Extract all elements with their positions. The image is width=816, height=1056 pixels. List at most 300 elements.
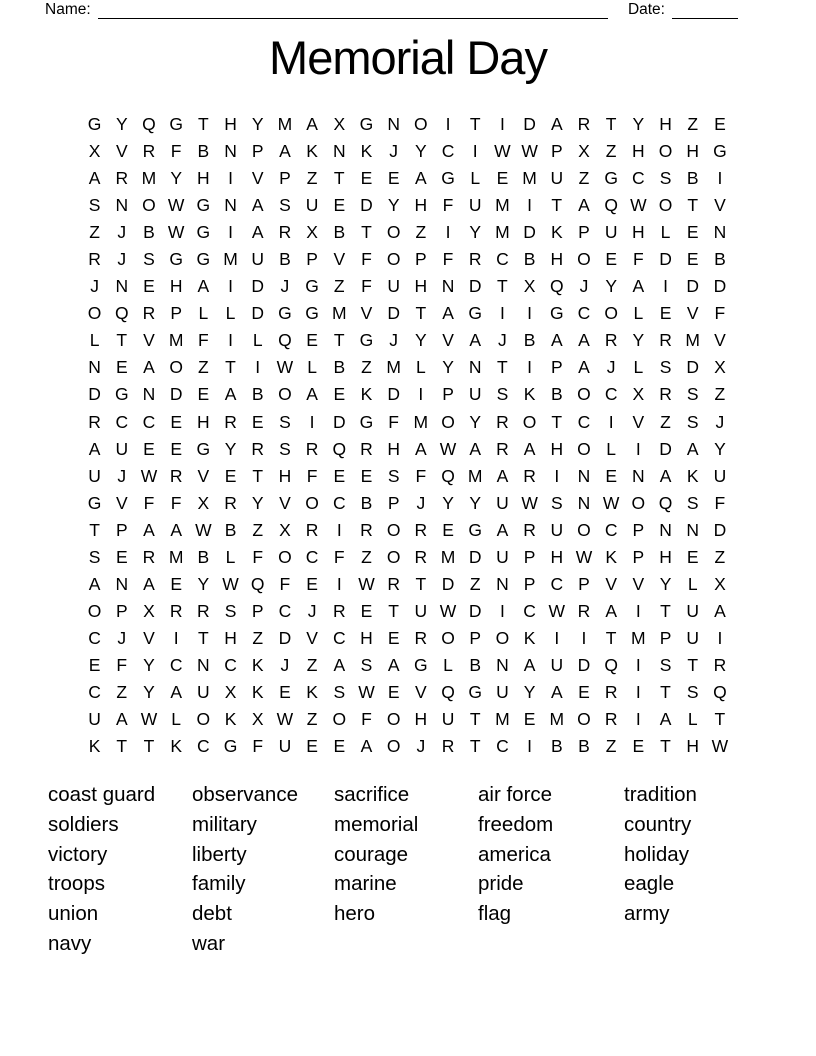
word-bank-item: courage: [334, 842, 409, 866]
grid-letter: W: [276, 709, 294, 730]
grid-letter: U: [496, 546, 509, 567]
grid-letter: K: [523, 627, 536, 648]
grid-letter: R: [115, 168, 129, 189]
grid-letter: N: [224, 141, 237, 162]
grid-letter: D: [523, 114, 536, 135]
grid-letter: B: [143, 222, 155, 243]
word-bank-item: air force: [478, 783, 553, 806]
grid-letter: X: [578, 141, 590, 162]
grid-letter: A: [415, 438, 427, 459]
grid-letter: Z: [687, 114, 699, 135]
grid-letter: N: [632, 465, 645, 486]
grid-letter: S: [224, 600, 237, 621]
grid-letter: C: [550, 573, 564, 594]
grid-letter: J: [307, 600, 317, 621]
grid-letter: N: [441, 276, 455, 297]
grid-letter: G: [359, 114, 374, 135]
grid-letter: D: [468, 276, 482, 297]
grid-letter: C: [604, 384, 618, 405]
grid-letter: E: [632, 736, 645, 757]
grid-letter: B: [197, 546, 210, 567]
grid-letter: A: [496, 465, 509, 486]
grid-letter: A: [170, 519, 182, 540]
grid-letter: K: [251, 682, 264, 702]
grid-letter: J: [280, 276, 290, 297]
grid-letter: F: [632, 249, 644, 270]
grid-letter: E: [659, 303, 672, 324]
grid-letter: L: [443, 654, 453, 675]
grid-letter: E: [360, 168, 373, 189]
grid-letter: M: [223, 249, 238, 270]
date-blank-line: [672, 1, 738, 19]
grid-letter: G: [169, 114, 183, 135]
grid-letter: X: [88, 141, 101, 162]
grid-letter: T: [415, 573, 427, 594]
grid-letter: X: [224, 682, 237, 702]
grid-letter: A: [578, 357, 590, 378]
grid-letter: X: [279, 519, 291, 540]
grid-letter: A: [170, 682, 182, 702]
grid-letter: C: [632, 168, 645, 189]
grid-letter: Y: [115, 114, 128, 135]
grid-letter: Z: [469, 573, 481, 594]
grid-letter: S: [686, 682, 699, 702]
grid-letter: G: [196, 195, 211, 216]
grid-letter: C: [496, 736, 509, 757]
grid-letter: A: [415, 168, 427, 189]
grid-letter: Z: [306, 709, 318, 730]
grid-letter: P: [415, 249, 427, 270]
grid-letter: A: [197, 276, 210, 297]
grid-letter: I: [309, 411, 315, 432]
grid-letter: E: [686, 546, 699, 567]
grid-letter: Z: [361, 546, 372, 567]
grid-letter: T: [469, 709, 481, 730]
grid-letter: P: [578, 222, 590, 243]
grid-letter: L: [307, 357, 317, 378]
grid-letter: A: [251, 222, 264, 243]
grid-letter: R: [251, 438, 265, 459]
grid-letter: V: [632, 573, 645, 594]
grid-letter: D: [523, 222, 536, 243]
grid-letter: K: [550, 222, 563, 243]
grid-letter: E: [442, 519, 454, 540]
grid-letter: K: [306, 682, 318, 702]
grid-letter: I: [635, 600, 641, 621]
grid-letter: W: [167, 222, 185, 243]
grid-letter: A: [578, 330, 590, 351]
grid-letter: K: [224, 709, 237, 730]
grid-letter: N: [577, 465, 591, 486]
word-bank-item: troops: [48, 872, 105, 896]
grid-letter: D: [686, 357, 700, 378]
grid-letter: L: [225, 303, 236, 324]
grid-letter: O: [577, 709, 591, 730]
grid-letter: H: [169, 276, 183, 297]
grid-letter: E: [251, 411, 264, 432]
word-bank-column: [624, 780, 697, 959]
grid-letter: O: [386, 519, 401, 540]
grid-letter: A: [523, 654, 536, 675]
grid-letter: G: [549, 303, 564, 324]
grid-letter: H: [224, 627, 237, 648]
grid-letter: E: [360, 600, 373, 621]
grid-letter: I: [527, 195, 533, 216]
grid-letter: J: [416, 492, 426, 513]
grid-letter: F: [116, 654, 128, 675]
grid-letter: Z: [578, 168, 590, 189]
grid-letter: T: [469, 736, 481, 757]
grid-letter: I: [499, 600, 505, 621]
grid-letter: M: [467, 465, 483, 486]
grid-letter: L: [198, 303, 209, 324]
grid-letter: N: [197, 654, 210, 675]
grid-letter: S: [686, 384, 699, 405]
grid-letter: I: [228, 222, 233, 243]
grid-letter: P: [632, 546, 645, 567]
grid-letter: C: [332, 492, 346, 513]
grid-letter: N: [686, 519, 700, 540]
grid-letter: B: [550, 384, 563, 405]
grid-letter: I: [717, 168, 723, 189]
grid-letter: A: [333, 654, 346, 675]
grid-letter: G: [305, 303, 319, 324]
grid-letter: G: [468, 303, 483, 324]
grid-letter: P: [469, 627, 482, 648]
grid-letter: G: [87, 492, 102, 513]
grid-letter: Q: [604, 195, 618, 216]
grid-letter: R: [88, 411, 101, 432]
grid-letter: L: [660, 222, 671, 243]
grid-letter: H: [360, 627, 373, 648]
grid-letter: U: [414, 600, 428, 621]
grid-letter: S: [659, 357, 672, 378]
grid-letter: I: [663, 276, 668, 297]
grid-letter: S: [279, 411, 291, 432]
grid-letter: H: [197, 411, 210, 432]
grid-letter: J: [389, 141, 399, 162]
grid-letter: E: [306, 736, 318, 757]
grid-letter: Q: [332, 438, 347, 459]
word-bank-item: observance: [192, 783, 298, 806]
grid-letter: O: [196, 709, 211, 730]
grid-letter: E: [578, 682, 590, 702]
grid-letter: F: [361, 276, 372, 297]
grid-letter: B: [714, 249, 726, 270]
grid-letter: J: [579, 276, 589, 297]
grid-letter: W: [140, 709, 158, 730]
grid-letter: O: [414, 114, 428, 135]
word-bank-item: marine: [334, 872, 397, 896]
grid-letter: W: [195, 519, 212, 540]
grid-letter: I: [608, 411, 614, 432]
grid-letter: I: [635, 438, 641, 459]
grid-letter: T: [225, 357, 236, 378]
grid-letter: E: [170, 573, 182, 594]
grid-letter: L: [415, 357, 426, 378]
grid-letter: F: [170, 492, 182, 513]
word-bank-item: america: [478, 842, 551, 866]
grid-letter: O: [577, 519, 591, 540]
grid-letter: E: [170, 438, 182, 459]
grid-letter: N: [577, 492, 591, 513]
word-bank-item: pride: [478, 872, 524, 896]
grid-letter: S: [279, 195, 291, 216]
grid-letter: W: [276, 357, 294, 378]
grid-letter: T: [469, 114, 481, 135]
grid-letter: Z: [252, 519, 264, 540]
grid-letter: M: [168, 546, 184, 567]
grid-letter: O: [386, 249, 401, 270]
grid-letter: E: [360, 465, 373, 486]
grid-letter: I: [255, 357, 261, 378]
grid-letter: M: [168, 330, 184, 351]
grid-letter: I: [228, 330, 233, 351]
grid-letter: C: [305, 546, 319, 567]
grid-letter: G: [196, 438, 211, 459]
word-bank-column: [48, 780, 192, 959]
grid-letter: R: [360, 519, 373, 540]
grid-letter: A: [306, 384, 318, 405]
grid-letter: G: [359, 330, 374, 351]
grid-letter: E: [686, 249, 699, 270]
grid-letter: I: [228, 168, 233, 189]
grid-letter: Y: [143, 654, 155, 675]
grid-letter: H: [550, 438, 564, 459]
grid-letter: C: [496, 249, 509, 270]
word-bank-item: union: [48, 902, 99, 926]
grid-letter: L: [633, 357, 644, 378]
grid-letter: O: [278, 546, 292, 567]
word-bank-item: hero: [334, 902, 376, 926]
grid-letter: H: [550, 249, 564, 270]
grid-letter: H: [414, 709, 428, 730]
grid-letter: W: [575, 546, 593, 567]
grid-letter: I: [581, 627, 587, 648]
date-label: Date:: [627, 1, 665, 18]
grid-letter: R: [278, 222, 292, 243]
grid-letter: O: [441, 411, 455, 432]
grid-letter: T: [333, 168, 345, 189]
grid-letter: E: [387, 168, 400, 189]
grid-letter: T: [116, 736, 128, 757]
grid-letter: R: [224, 492, 237, 513]
grid-letter: A: [469, 438, 482, 459]
grid-letter: H: [686, 141, 700, 162]
grid-letter: I: [717, 627, 723, 648]
grid-letter: E: [224, 465, 237, 486]
grid-letter: U: [550, 168, 564, 189]
grid-letter: D: [251, 303, 265, 324]
grid-letter: I: [499, 114, 505, 135]
grid-letter: T: [197, 114, 209, 135]
grid-letter: E: [333, 465, 346, 486]
grid-letter: W: [358, 682, 375, 702]
grid-letter: C: [224, 654, 237, 675]
grid-letter: G: [468, 519, 483, 540]
grid-letter: O: [386, 709, 401, 730]
grid-letter: M: [549, 709, 565, 730]
grid-letter: I: [554, 465, 560, 486]
grid-letter: K: [605, 546, 617, 567]
grid-letter: Y: [442, 357, 454, 378]
grid-letter: T: [605, 114, 617, 135]
grid-letter: Y: [251, 114, 264, 135]
grid-letter: J: [715, 411, 725, 432]
grid-letter: Y: [659, 573, 672, 594]
grid-letter: A: [279, 141, 291, 162]
grid-letter: R: [142, 303, 156, 324]
grid-letter: D: [659, 438, 672, 459]
grid-letter: F: [252, 546, 264, 567]
word-bank-item: sacrifice: [334, 783, 410, 806]
grid-letter: M: [141, 168, 157, 189]
grid-letter: B: [333, 357, 346, 378]
grid-letter: Y: [415, 330, 427, 351]
grid-letter: R: [305, 519, 319, 540]
grid-letter: B: [523, 330, 536, 351]
grid-letter: A: [143, 357, 155, 378]
grid-letter: Z: [89, 222, 100, 243]
grid-letter: W: [439, 600, 457, 621]
grid-letter: O: [142, 195, 156, 216]
grid-letter: A: [550, 114, 563, 135]
grid-letter: Y: [143, 682, 155, 702]
grid-letter: R: [414, 519, 428, 540]
grid-letter: E: [387, 627, 400, 648]
grid-letter: R: [169, 465, 183, 486]
grid-letter: R: [169, 600, 183, 621]
grid-letter: N: [115, 276, 129, 297]
grid-letter: V: [632, 411, 645, 432]
grid-letter: J: [416, 736, 426, 757]
grid-letter: S: [360, 654, 373, 675]
grid-letter: E: [605, 465, 617, 486]
grid-letter: A: [550, 330, 563, 351]
grid-letter: I: [472, 141, 478, 162]
grid-letter: F: [361, 709, 372, 730]
grid-letter: W: [358, 573, 375, 594]
grid-letter: A: [306, 114, 318, 135]
grid-letter: V: [714, 195, 726, 216]
grid-letter: P: [632, 519, 645, 540]
grid-letter: U: [88, 709, 101, 730]
grid-letter: V: [197, 465, 210, 486]
grid-letter: V: [605, 573, 617, 594]
grid-letter: V: [115, 492, 128, 513]
grid-letter: D: [577, 654, 591, 675]
grid-letter: W: [140, 465, 158, 486]
grid-letter: P: [279, 168, 291, 189]
grid-letter: Y: [170, 168, 182, 189]
grid-letter: I: [445, 114, 451, 135]
grid-letter: L: [171, 709, 182, 730]
grid-letter: C: [332, 627, 346, 648]
word-bank-item: tradition: [624, 783, 697, 806]
grid-letter: H: [659, 546, 672, 567]
grid-letter: P: [550, 141, 563, 162]
grid-letter: F: [333, 546, 345, 567]
grid-letter: I: [173, 627, 179, 648]
grid-letter: M: [495, 222, 510, 243]
grid-letter: L: [225, 546, 236, 567]
grid-letter: Z: [197, 357, 209, 378]
grid-letter: M: [495, 709, 510, 730]
grid-letter: G: [196, 249, 211, 270]
grid-letter: Y: [442, 492, 454, 513]
grid-letter: T: [660, 600, 671, 621]
word-bank-item: country: [624, 812, 692, 836]
grid-letter: W: [167, 195, 185, 216]
grid-letter: N: [142, 384, 156, 405]
grid-letter: T: [714, 709, 726, 730]
grid-letter: C: [115, 411, 129, 432]
grid-letter: S: [88, 195, 101, 216]
grid-letter: U: [197, 682, 210, 702]
grid-letter: U: [251, 249, 265, 270]
grid-letter: E: [333, 195, 346, 216]
grid-letter: O: [495, 627, 510, 648]
grid-letter: Q: [114, 303, 129, 324]
letter-grid: [81, 111, 734, 760]
grid-letter: O: [577, 249, 591, 270]
grid-letter: I: [527, 736, 533, 757]
grid-letter: O: [658, 141, 673, 162]
word-bank-item: military: [192, 812, 257, 836]
grid-letter: E: [306, 330, 318, 351]
grid-letter: S: [496, 384, 509, 405]
grid-letter: Y: [632, 114, 645, 135]
grid-letter: U: [88, 465, 101, 486]
grid-letter: E: [387, 682, 400, 702]
grid-letter: T: [605, 627, 617, 648]
grid-letter: T: [687, 195, 699, 216]
grid-letter: R: [577, 600, 591, 621]
word-bank-item: eagle: [624, 872, 675, 896]
grid-letter: R: [441, 736, 455, 757]
grid-letter: N: [224, 195, 237, 216]
grid-letter: R: [360, 438, 373, 459]
grid-letter: R: [659, 330, 672, 351]
grid-letter: N: [387, 114, 400, 135]
grid-letter: E: [143, 438, 155, 459]
grid-letter: D: [441, 573, 455, 594]
grid-letter: S: [686, 492, 699, 513]
grid-letter: Z: [306, 168, 318, 189]
grid-letter: J: [117, 222, 127, 243]
grid-letter: C: [604, 519, 618, 540]
grid-letter: K: [251, 654, 264, 675]
grid-letter: V: [115, 141, 128, 162]
grid-letter: D: [686, 276, 700, 297]
grid-letter: R: [142, 546, 156, 567]
word-bank-item: family: [192, 872, 246, 896]
grid-letter: E: [714, 114, 726, 135]
grid-letter: V: [251, 168, 264, 189]
grid-letter: E: [170, 411, 182, 432]
word-bank-column: [478, 780, 624, 959]
grid-letter: X: [197, 492, 210, 513]
grid-letter: R: [142, 141, 156, 162]
grid-letter: R: [414, 546, 428, 567]
grid-letter: L: [89, 330, 100, 351]
grid-letter: E: [88, 654, 101, 675]
grid-letter: I: [418, 384, 424, 405]
grid-letter: B: [197, 141, 210, 162]
grid-letter: X: [251, 709, 264, 730]
grid-letter: H: [632, 222, 645, 243]
grid-letter: B: [279, 249, 291, 270]
